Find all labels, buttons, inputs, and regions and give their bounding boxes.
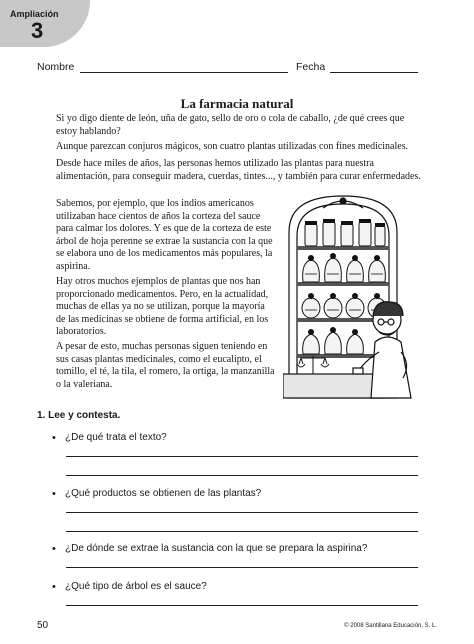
date-label: Fecha (296, 61, 326, 73)
answer-line-1b[interactable] (66, 475, 418, 476)
date-field[interactable] (330, 72, 418, 73)
paragraph-3: Desde hace miles de años, las personas hemos utilizado las plantas para nuestra alimentación, para conseguir madera, cuerdas, tintes..., y también para curar enfermedades. (56, 158, 421, 182)
paragraph-2: Aunque parezcan conjuros mágicos, son cuatro plantas utilizadas con fines medicinales. (56, 141, 409, 152)
question-3-text: ¿De dónde se extrae la sustancia con la que se prepara la aspirina? (65, 543, 368, 554)
page-title: La farmacia natural (180, 96, 294, 111)
question-1 (52, 432, 167, 444)
answer-line-1a[interactable] (66, 456, 418, 457)
bullet-icon: • (52, 432, 56, 444)
paragraph-5: Hay otros muchos ejemplos de plantas que nos han proporcionado medicamentos. Pero, en la actualidad, muchas de ellas ya no se utilizan, porque la mayoría de las medicinas se obtiene de forma artificial, en los laboratorios. (56, 276, 269, 338)
page-number: 50 (37, 620, 49, 631)
activity-badge (0, 0, 90, 47)
copyright-notice: © 2008 Santillana Educación, S. L. (344, 623, 437, 629)
answer-line-2b[interactable] (66, 531, 418, 532)
paragraph-1: Si yo digo diente de león, uña de gato, sello de oro o cola de caballo, ¿de qué crees que estoy hablando? (56, 113, 405, 137)
pharmacy-illustration (283, 192, 420, 405)
paragraph-4: Sabemos, por ejemplo, que los indios americanos utilizaban hace cientos de años la corteza del sauce para calmar los dolores. Y es que de la corteza de este árbol de hoja perenne se extrae la sustancia con la que se elabora uno de los medicamentos más populares, la aspirina. (56, 198, 273, 272)
paragraph-6: A pesar de esto, muchas personas siguen teniendo en sus casas plantas medicinales, como el eucalipto, el tomillo, el té, la tila, el romero, la ortiga, la manzanilla o la valeriana. (56, 341, 275, 390)
answer-line-3a[interactable] (66, 567, 418, 568)
answer-line-4a[interactable] (66, 605, 418, 606)
answer-line-2a[interactable] (66, 512, 418, 513)
name-label: Nombre (37, 61, 75, 73)
question-2 (52, 488, 262, 500)
question-3 (52, 543, 368, 555)
question-1-text: ¿De qué trata el texto? (65, 432, 167, 443)
exercise-instruction: 1. Lee y contesta. (37, 410, 121, 421)
question-2-text: ¿Qué productos se obtienen de las plantas? (65, 488, 262, 499)
badge-number: 3 (31, 18, 44, 43)
bullet-icon: • (52, 543, 56, 555)
question-4-text: ¿Qué tipo de árbol es el sauce? (65, 581, 207, 592)
question-4 (52, 581, 207, 593)
badge-label: Ampliación (10, 9, 59, 19)
name-field[interactable] (80, 72, 288, 73)
bullet-icon: • (52, 488, 56, 500)
bullet-icon: • (52, 581, 56, 593)
